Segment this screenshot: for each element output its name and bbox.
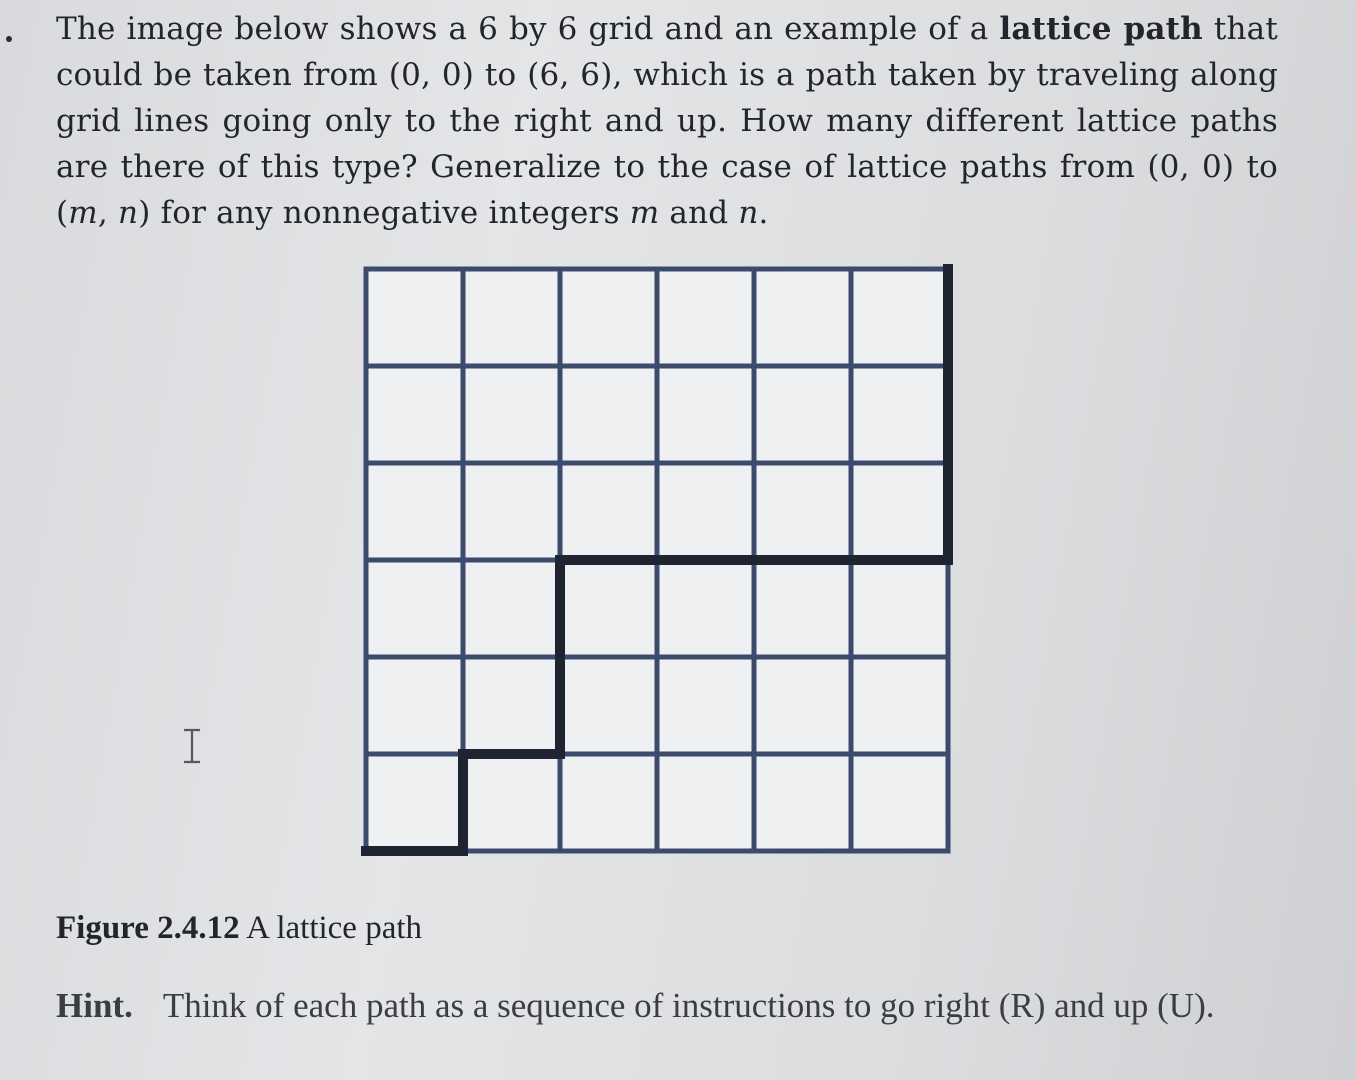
var-m-2: m <box>629 195 660 231</box>
figure-caption <box>56 910 422 947</box>
problem-period: . <box>758 195 769 231</box>
problem-text-2: that could be taken from (0, 0) to (6, 6), which is a path taken by traveling along grid lines going only to the right and up. How many different lattice paths are there of this type? Generalize to the case of lattice paths from (0, 0) to ( <box>56 11 1278 231</box>
text-cursor-icon <box>180 728 204 764</box>
list-bullet <box>6 36 12 42</box>
problem-statement <box>56 6 1278 236</box>
hint <box>56 983 1278 1029</box>
lattice-figure <box>350 255 980 875</box>
figure-caption-text: A lattice path <box>239 910 423 946</box>
lattice-grid <box>350 255 980 875</box>
var-m: m <box>68 195 98 231</box>
var-n: n <box>118 195 139 231</box>
lattice-path-term: lattice path <box>999 11 1203 47</box>
figure-label: Figure 2.4.12 <box>56 910 240 946</box>
hint-text: Think of each path as a sequence of instructions to go right (R) and up (U). <box>162 986 1215 1025</box>
problem-and: and <box>659 195 739 231</box>
hint-label: Hint. <box>56 986 133 1025</box>
problem-comma: , <box>97 195 119 231</box>
problem-text-3: ) for any nonnegative integers <box>138 195 630 231</box>
var-n-2: n <box>738 195 759 231</box>
problem-text-1: The image below shows a 6 by 6 grid and an example of a <box>56 11 1000 47</box>
